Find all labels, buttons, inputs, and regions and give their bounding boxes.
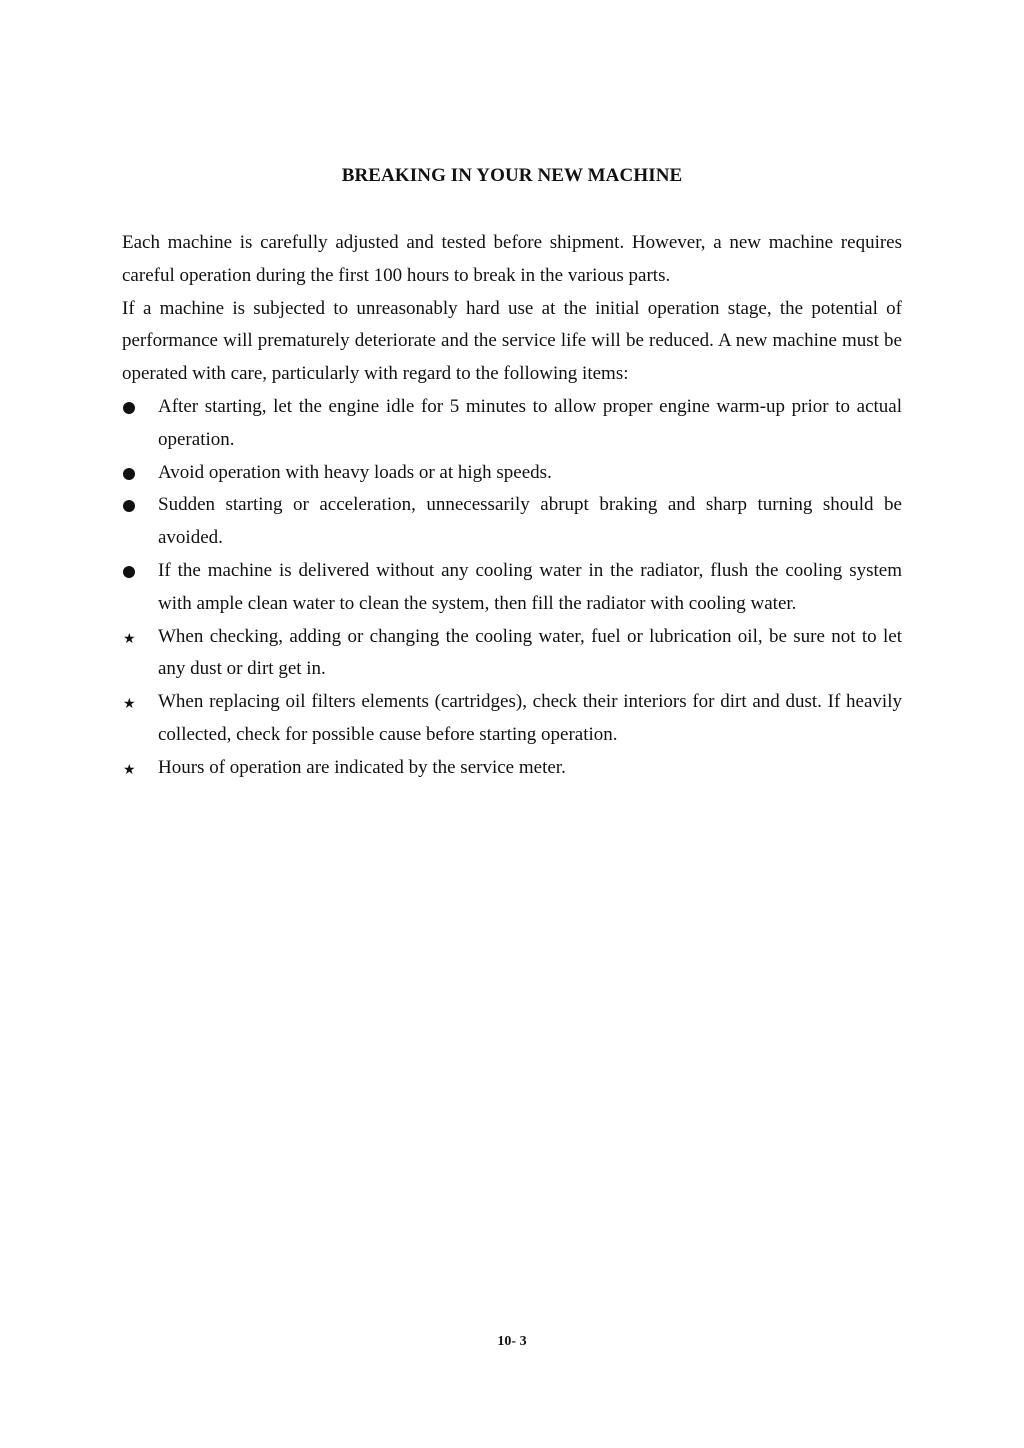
star-icon: ★ xyxy=(123,630,136,647)
star-icon: ★ xyxy=(123,761,136,778)
list-item-text: When replacing oil filters elements (cartridges), check their interiors for dirt and dust. If heavily collected, check for possible cause before starting operation. xyxy=(158,691,902,745)
list-item xyxy=(122,457,902,490)
list-item xyxy=(122,555,902,621)
list-item-text: After starting, let the engine idle for 5 minutes to allow proper engine warm-up prior to actual operation. xyxy=(158,395,902,450)
list-item-text: When checking, adding or changing the cooling water, fuel or lubrication oil, be sure not to let any dust or dirt get in. xyxy=(158,625,902,680)
list-item-text: If the machine is delivered without any cooling water in the radiator, flush the cooling system with ample clean water to clean the system, then fill the radiator with cooling water. xyxy=(158,559,902,614)
list-item-text: Hours of operation are indicated by the service meter. xyxy=(158,756,566,778)
list-item-text: Sudden starting or acceleration, unnecessarily abrupt braking and sharp turning should be avoided. xyxy=(158,494,902,549)
list-item-text: Avoid operation with heavy loads or at high speeds. xyxy=(158,461,552,483)
caution-paragraph: If a machine is subjected to unreasonably hard use at the initial operation stage, the potential of performance will prematurely deteriorate and the service life will be reduced. A new machine must be operated with care, particularly with regard to the following items: xyxy=(122,297,902,385)
star-icon: ★ xyxy=(123,696,136,713)
instruction-list xyxy=(122,391,902,787)
list-item xyxy=(122,752,902,787)
page-number: 10- 3 xyxy=(497,1334,527,1349)
list-item xyxy=(122,621,902,687)
list-item xyxy=(122,391,902,457)
intro-paragraph: Each machine is carefully adjusted and tested before shipment. However, a new machine requires careful operation during the first 100 hours to break in the various parts. xyxy=(122,232,902,286)
page-title: BREAKING IN YOUR NEW MACHINE xyxy=(341,165,683,186)
list-item xyxy=(122,686,902,752)
document-body xyxy=(122,227,902,787)
list-item xyxy=(122,489,902,555)
